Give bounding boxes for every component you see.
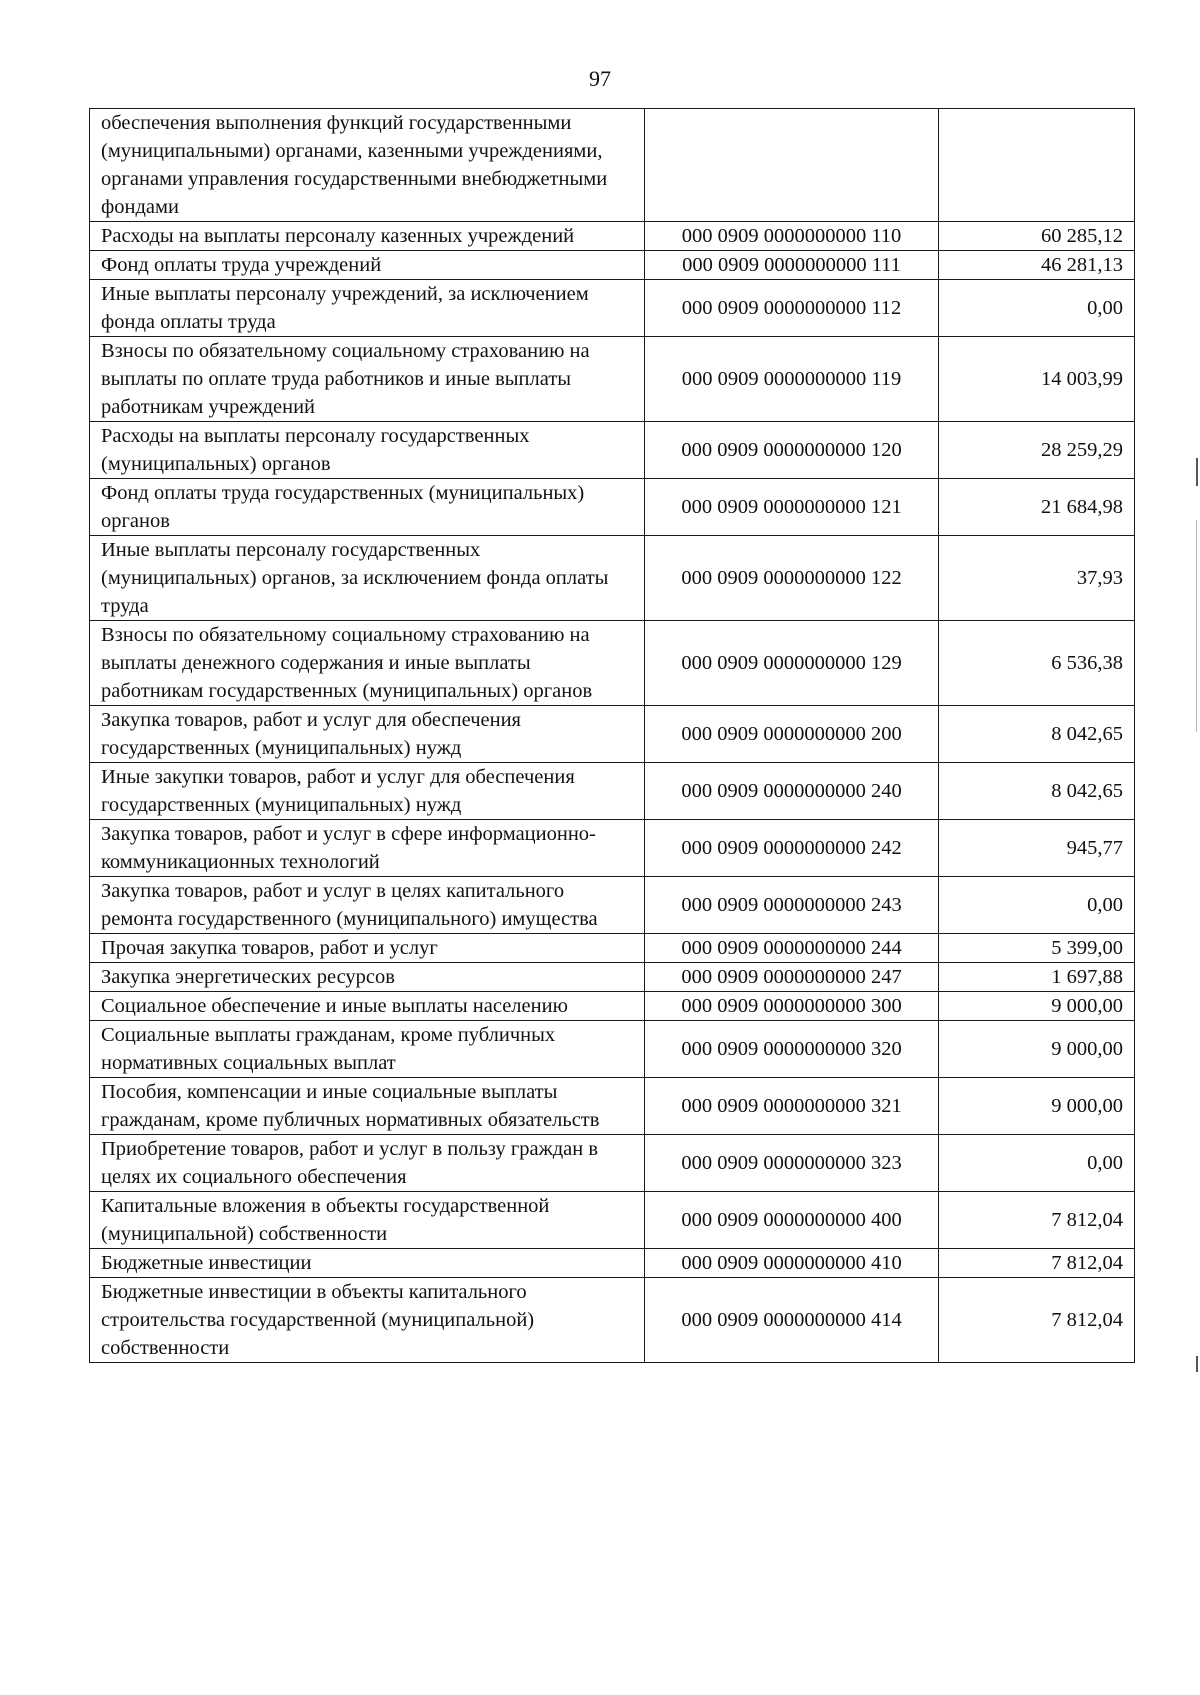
table-row xyxy=(90,1192,1135,1249)
row-name: Взносы по обязательному социальному страхованию на выплаты по оплате труда работников и иные выплаты работникам учреждений xyxy=(90,337,645,422)
row-code: 000 0909 0000000000 119 xyxy=(645,337,939,422)
row-code: 000 0909 0000000000 400 xyxy=(645,1192,939,1249)
table-row xyxy=(90,109,1135,222)
row-name: Расходы на выплаты персоналу государственных (муниципальных) органов xyxy=(90,422,645,479)
table-row xyxy=(90,422,1135,479)
row-name: Приобретение товаров, работ и услуг в пользу граждан в целях их социального обеспечения xyxy=(90,1135,645,1192)
row-name: Пособия, компенсации и иные социальные выплаты гражданам, кроме публичных нормативных обязательств xyxy=(90,1078,645,1135)
table-row xyxy=(90,963,1135,992)
row-name: Иные выплаты персоналу учреждений, за исключением фонда оплаты труда xyxy=(90,280,645,337)
table-row xyxy=(90,706,1135,763)
row-amount: 7 812,04 xyxy=(939,1278,1135,1363)
row-amount: 945,77 xyxy=(939,820,1135,877)
row-amount: 0,00 xyxy=(939,1135,1135,1192)
table-row xyxy=(90,1135,1135,1192)
row-code: 000 0909 0000000000 414 xyxy=(645,1278,939,1363)
table-row xyxy=(90,934,1135,963)
row-code: 000 0909 0000000000 243 xyxy=(645,877,939,934)
table-row xyxy=(90,251,1135,280)
row-amount: 5 399,00 xyxy=(939,934,1135,963)
row-name: Фонд оплаты труда государственных (муниципальных) органов xyxy=(90,479,645,536)
table-row xyxy=(90,222,1135,251)
row-name: Иные выплаты персоналу государственных (муниципальных) органов, за исключением фонда оплаты труда xyxy=(90,536,645,621)
table-row xyxy=(90,1078,1135,1135)
row-amount: 6 536,38 xyxy=(939,621,1135,706)
row-name: Бюджетные инвестиции xyxy=(90,1249,645,1278)
row-amount: 14 003,99 xyxy=(939,337,1135,422)
row-code: 000 0909 0000000000 247 xyxy=(645,963,939,992)
row-name: Социальные выплаты гражданам, кроме публичных нормативных социальных выплат xyxy=(90,1021,645,1078)
table-row xyxy=(90,479,1135,536)
row-amount: 0,00 xyxy=(939,280,1135,337)
row-name: Иные закупки товаров, работ и услуг для обеспечения государственных (муниципальных) нужд xyxy=(90,763,645,820)
row-amount: 7 812,04 xyxy=(939,1249,1135,1278)
row-code: 000 0909 0000000000 321 xyxy=(645,1078,939,1135)
row-code: 000 0909 0000000000 200 xyxy=(645,706,939,763)
row-code: 000 0909 0000000000 323 xyxy=(645,1135,939,1192)
table-row xyxy=(90,536,1135,621)
row-name: Закупка товаров, работ и услуг в сфере информационно-коммуникационных технологий xyxy=(90,820,645,877)
row-name: Бюджетные инвестиции в объекты капитального строительства государственной (муниципальной) собственности xyxy=(90,1278,645,1363)
row-code: 000 0909 0000000000 410 xyxy=(645,1249,939,1278)
row-amount xyxy=(939,109,1135,222)
row-name: Расходы на выплаты персоналу казенных учреждений xyxy=(90,222,645,251)
table-row xyxy=(90,337,1135,422)
table-row xyxy=(90,820,1135,877)
row-name: обеспечения выполнения функций государственными (муниципальными) органами, казенными учреждениями, органами управления государственными внебюджетными фондами xyxy=(90,109,645,222)
row-amount: 8 042,65 xyxy=(939,706,1135,763)
table-row xyxy=(90,763,1135,820)
row-code: 000 0909 0000000000 110 xyxy=(645,222,939,251)
row-code: 000 0909 0000000000 242 xyxy=(645,820,939,877)
table-row xyxy=(90,1249,1135,1278)
row-amount: 37,93 xyxy=(939,536,1135,621)
row-amount: 9 000,00 xyxy=(939,1078,1135,1135)
row-code: 000 0909 0000000000 320 xyxy=(645,1021,939,1078)
row-amount: 60 285,12 xyxy=(939,222,1135,251)
table-row xyxy=(90,992,1135,1021)
table-row xyxy=(90,877,1135,934)
table-row xyxy=(90,280,1135,337)
row-name: Взносы по обязательному социальному страхованию на выплаты денежного содержания и иные выплаты работникам государственных (муниципальных) органов xyxy=(90,621,645,706)
expenditure-table xyxy=(89,108,1135,1363)
expenditure-table-body xyxy=(90,109,1135,1363)
row-amount: 8 042,65 xyxy=(939,763,1135,820)
table-row xyxy=(90,1278,1135,1363)
row-name: Прочая закупка товаров, работ и услуг xyxy=(90,934,645,963)
row-name: Закупка товаров, работ и услуг для обеспечения государственных (муниципальных) нужд xyxy=(90,706,645,763)
row-code: 000 0909 0000000000 112 xyxy=(645,280,939,337)
row-amount: 46 281,13 xyxy=(939,251,1135,280)
scan-margin-mark xyxy=(1196,458,1198,486)
row-code: 000 0909 0000000000 129 xyxy=(645,621,939,706)
row-name: Закупка энергетических ресурсов xyxy=(90,963,645,992)
row-name: Капитальные вложения в объекты государственной (муниципальной) собственности xyxy=(90,1192,645,1249)
row-amount: 9 000,00 xyxy=(939,1021,1135,1078)
row-amount: 7 812,04 xyxy=(939,1192,1135,1249)
row-code: 000 0909 0000000000 122 xyxy=(645,536,939,621)
row-code: 000 0909 0000000000 120 xyxy=(645,422,939,479)
row-amount: 9 000,00 xyxy=(939,992,1135,1021)
row-code xyxy=(645,109,939,222)
row-name: Социальное обеспечение и иные выплаты населению xyxy=(90,992,645,1021)
scan-margin-mark xyxy=(1196,520,1197,732)
row-name: Фонд оплаты труда учреждений xyxy=(90,251,645,280)
row-code: 000 0909 0000000000 300 xyxy=(645,992,939,1021)
row-code: 000 0909 0000000000 240 xyxy=(645,763,939,820)
row-amount: 28 259,29 xyxy=(939,422,1135,479)
table-row xyxy=(90,1021,1135,1078)
row-code: 000 0909 0000000000 111 xyxy=(645,251,939,280)
row-amount: 1 697,88 xyxy=(939,963,1135,992)
scan-margin-mark xyxy=(1196,1356,1198,1372)
row-amount: 21 684,98 xyxy=(939,479,1135,536)
row-code: 000 0909 0000000000 121 xyxy=(645,479,939,536)
page-number: 97 xyxy=(589,66,611,91)
row-code: 000 0909 0000000000 244 xyxy=(645,934,939,963)
row-name: Закупка товаров, работ и услуг в целях капитального ремонта государственного (муниципального) имущества xyxy=(90,877,645,934)
row-amount: 0,00 xyxy=(939,877,1135,934)
table-row xyxy=(90,621,1135,706)
